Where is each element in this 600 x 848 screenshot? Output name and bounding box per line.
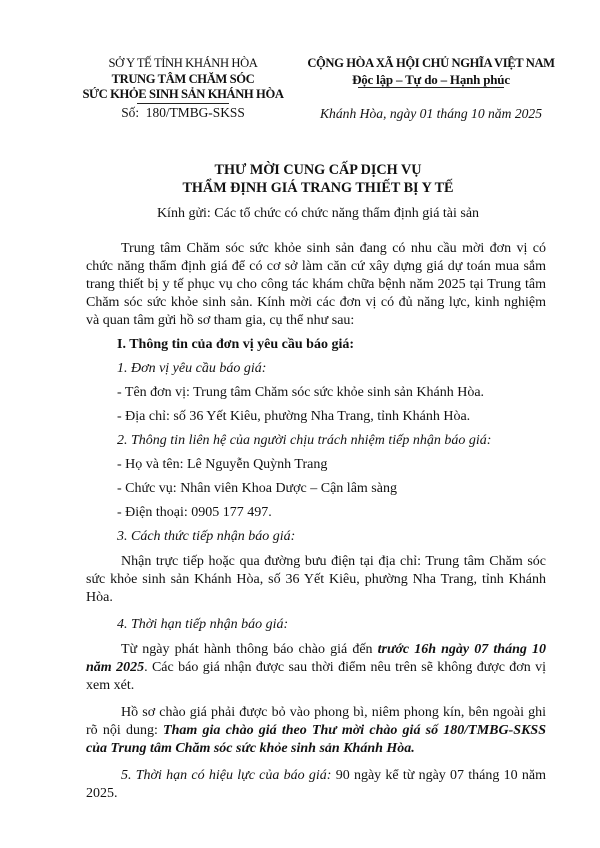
- item1-address: - Địa chỉ: số 36 Yết Kiêu, phường Nha Trang, tỉnh Khánh Hòa.: [117, 409, 471, 424]
- item4-envelope-pre: Hồ sơ chào giá phải được bỏ vào phong bì, niêm phong kín, bên ngoài ghi rõ nội dung:: [86, 705, 546, 738]
- ministry-name: SỞ Y TẾ TỈNH KHÁNH HÒA: [108, 56, 258, 70]
- item4-envelope-paragraph: [86, 704, 546, 758]
- motto-underline: [358, 87, 504, 88]
- item1-label: 1. Đơn vị yêu cầu báo giá:: [117, 361, 267, 376]
- nation-header: [300, 56, 562, 122]
- doc-number-label: Số:: [121, 104, 140, 120]
- issuer-header: [80, 56, 286, 120]
- item4-text-post: . Các báo giá nhận được sau thời điểm nêu trên sẽ không được đơn vị xem xét.: [86, 660, 546, 693]
- greeting: Kính gửi: Các tổ chức có chức năng thẩm định giá tài sản: [156, 206, 480, 221]
- place-date: Khánh Hòa, ngày 01 tháng 10 năm 2025: [319, 106, 543, 121]
- item4-deadline: trước 16h ngày 07 tháng 10 năm 2025: [86, 642, 546, 675]
- org-name-line1: TRUNG TÂM CHĂM SÓC: [111, 71, 255, 86]
- item5-text: 90 ngày kể từ ngày 07 tháng 10 năm 2025.: [86, 768, 546, 801]
- nation-motto: Độc lập – Tự do – Hạnh phúc: [352, 71, 510, 87]
- nation-name: CỘNG HÒA XÃ HỘI CHỦ NGHĨA VIỆT NAM: [307, 56, 555, 70]
- item2-fullname: - Họ và tên: Lê Nguyễn Quỳnh Trang: [117, 457, 328, 472]
- item3-text: Nhận trực tiếp hoặc qua đường bưu điện tại địa chỉ: Trung tâm Chăm sóc sức khỏe sinh sản Khánh Hòa, số 36 Yết Kiêu, phường Nha Trang, tỉnh Khánh Hòa.: [86, 554, 546, 605]
- item5-label: 5. Thời hạn có hiệu lực của báo giá:: [121, 768, 332, 783]
- item5-paragraph: [86, 767, 546, 803]
- item2-phone: - Điện thoại: 0905 177 497.: [117, 505, 272, 520]
- title-line2: THẨM ĐỊNH GIÁ TRANG THIẾT BỊ Y TẾ: [182, 179, 454, 196]
- doc-number: [80, 105, 286, 121]
- item4-deadline-paragraph: [86, 641, 546, 695]
- org-name-line2: SỨC KHỎE SINH SẢN KHÁNH HÒA: [82, 87, 284, 101]
- issuer-underline: [137, 103, 229, 104]
- document-title: [80, 162, 556, 197]
- document-body: [86, 240, 546, 803]
- item1-name: - Tên đơn vị: Trung tâm Chăm sóc sức khỏe sinh sản Khánh Hòa.: [117, 385, 485, 400]
- item2-label: 2. Thông tin liên hệ của người chịu trách nhiệm tiếp nhận báo giá:: [117, 433, 492, 448]
- item4-envelope-label: Tham gia chào giá theo Thư mời chào giá số 180/TMBG-SKSS của Trung tâm Chăm sóc sức khỏe sinh sản Khánh Hòa.: [86, 723, 546, 756]
- item2-position: - Chức vụ: Nhân viên Khoa Dược – Cận lâm sàng: [117, 481, 397, 496]
- section1-heading: I. Thông tin của đơn vị yêu cầu báo giá:: [117, 337, 354, 352]
- item4-label: 4. Thời hạn tiếp nhận báo giá:: [117, 617, 289, 632]
- doc-number-value: 180/TMBG-SKSS: [145, 104, 245, 120]
- intro-paragraph: Trung tâm Chăm sóc sức khỏe sinh sản đang có nhu cầu mời đơn vị có chức năng thẩm định giá để có cơ sở làm căn cứ xây dựng giá dự toán mua sắm trang thiết bị y tế phục vụ cho công tác khám chữa bệnh năm 2025 tại Trung tâm Chăm sóc sức khỏe sinh sản. Kính mời các đơn vị có đủ năng lực, kinh nghiệm và quan tâm gửi hồ sơ tham gia, cụ thể như sau:: [86, 241, 546, 328]
- item4-text-pre: Từ ngày phát hành thông báo chào giá đến: [121, 642, 378, 657]
- item3-label: 3. Cách thức tiếp nhận báo giá:: [117, 529, 296, 544]
- title-line1: THƯ MỜI CUNG CẤP DỊCH VỤ: [214, 162, 422, 178]
